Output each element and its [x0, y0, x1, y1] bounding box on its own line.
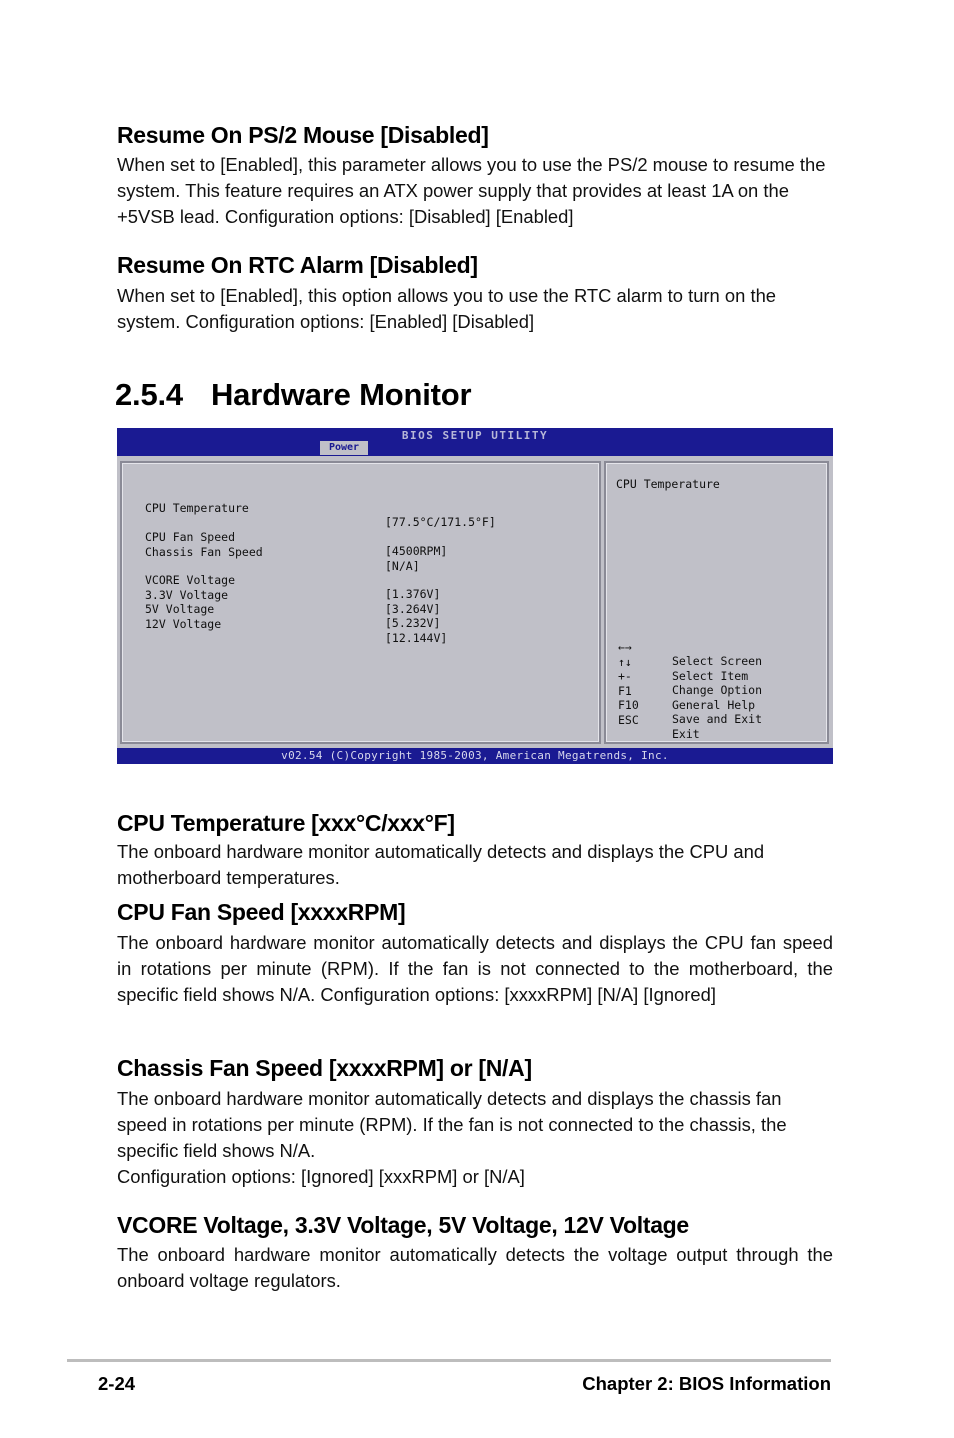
bios-help-title: CPU Temperature — [616, 477, 720, 491]
section-title — [115, 377, 471, 413]
bios-row-label: 5V Voltage — [145, 601, 215, 616]
paragraph-cpu-temperature: The onboard hardware monitor automatically detects and displays the CPU and motherboard temperatures. — [117, 841, 765, 888]
bios-row-label: CPU Fan Speed — [145, 529, 236, 544]
paragraph-chassis-fan-speed: The onboard hardware monitor automatically detects and displays the chassis fan speed in rotations per minute (RPM). If the fan is not connected to the chassis, the specific field shows N/A. — [117, 1088, 787, 1161]
bios-title: BIOS SETUP UTILITY — [401, 429, 549, 442]
bios-screenshot — [117, 428, 833, 764]
chapter-label: Chapter 2: BIOS Information — [582, 1373, 831, 1394]
bios-copyright-bar: v02.54 (C)Copyright 1985-2003, American Megatrends, Inc. — [117, 748, 833, 764]
section-number: 2.5.4 — [115, 377, 183, 412]
bios-row-label: 3.3V Voltage — [145, 587, 229, 602]
bios-row-label: VCORE Voltage — [145, 572, 236, 587]
bios-key: +- — [618, 668, 632, 683]
bios-help-panel — [604, 461, 829, 744]
heading-resume-rtc-alarm: Resume On RTC Alarm [Disabled] — [117, 252, 478, 278]
bios-settings-panel — [120, 461, 601, 744]
bios-key-action: Select Item — [672, 669, 749, 683]
paragraph-voltages: The onboard hardware monitor automatically detects the voltage output through the onboard voltage regulators. — [117, 1244, 833, 1291]
arrow-up-down-icon: ↑↓ — [618, 654, 632, 669]
bios-row-label: Chassis Fan Speed — [145, 544, 263, 559]
paragraph-resume-ps2-mouse: When set to [Enabled], this parameter allows you to use the PS/2 mouse to resume the system. This feature requires an ATX power supply that provides at least 1A on the +5VSB lead. Configuration options: [Disabled] [Enabled] — [117, 154, 826, 227]
bios-row-label: 12V Voltage — [145, 616, 222, 631]
section-title-text: Hardware Monitor — [211, 377, 472, 412]
bios-key: ESC — [618, 712, 639, 727]
bios-key-action: Change Option — [672, 683, 763, 697]
heading-cpu-fan-speed: CPU Fan Speed [xxxxRPM] — [117, 899, 406, 925]
paragraph-chassis-fan-options: Configuration options: [Ignored] [xxxRPM] or [N/A] — [117, 1166, 525, 1187]
bios-key-action: Exit — [672, 727, 700, 741]
footer-rule — [67, 1359, 831, 1362]
bios-row-value: [1.376V] — [385, 587, 441, 601]
heading-cpu-temperature: CPU Temperature [xxx°C/xxx°F] — [117, 810, 455, 836]
bios-key: F1 — [618, 683, 632, 698]
bios-key-action: Select Screen — [672, 654, 763, 668]
page-number: 2-24 — [98, 1373, 136, 1394]
bios-key-action: General Help — [672, 698, 756, 712]
bios-row-value: [N/A] — [385, 559, 420, 573]
bios-key: F10 — [618, 697, 639, 712]
bios-row-value: [12.144V] — [385, 631, 448, 645]
bios-row-value: [4500RPM] — [385, 544, 448, 558]
bios-key-action: Save and Exit — [672, 712, 763, 726]
bios-row-value: [5.232V] — [385, 616, 441, 630]
paragraph-resume-rtc-alarm: When set to [Enabled], this option allows you to use the RTC alarm to turn on the system. Configuration options: [Enabled] [Disabled] — [117, 285, 777, 332]
bios-row-label: CPU Temperature — [145, 500, 249, 515]
heading-chassis-fan-speed: Chassis Fan Speed [xxxxRPM] or [N/A] — [117, 1055, 532, 1081]
heading-resume-ps2-mouse: Resume On PS/2 Mouse [Disabled] — [117, 122, 489, 148]
paragraph-cpu-fan-speed: The onboard hardware monitor automatically detects and displays the CPU fan speed in rotations per minute (RPM). If the fan is not connected to the motherboard, the specific field shows N/A. Configuration options: [xxxxRPM] [N/A] [Ignored] — [117, 932, 833, 1005]
bios-title-bar — [117, 428, 833, 456]
bios-row-value: [3.264V] — [385, 602, 441, 616]
bios-row-value: [77.5°C/171.5°F] — [385, 515, 496, 529]
bios-tab-power[interactable]: Power — [320, 441, 368, 455]
arrow-left-right-icon: ←→ — [618, 639, 632, 654]
heading-voltages: VCORE Voltage, 3.3V Voltage, 5V Voltage, 12V Voltage — [117, 1212, 689, 1238]
